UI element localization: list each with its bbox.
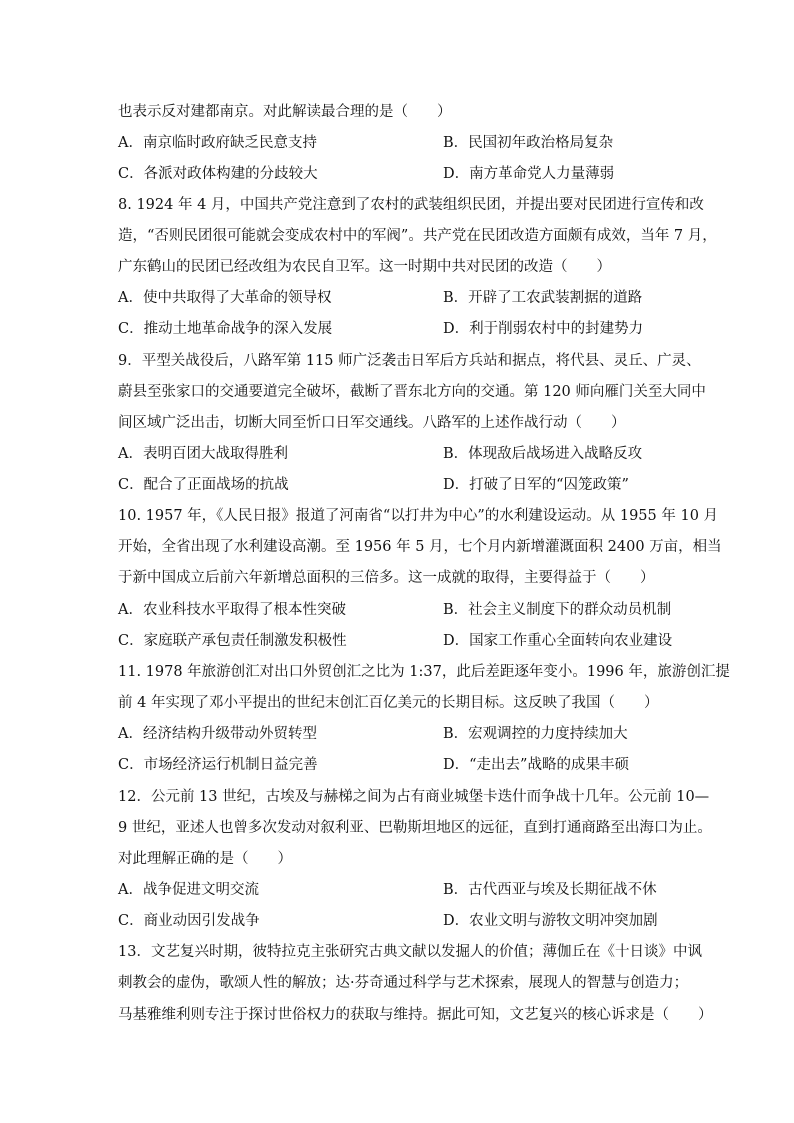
- q8-option-d: D．利于削弱农村中的封建势力: [443, 321, 644, 337]
- q11-option-c: C．市场经济运行机制日益完善: [118, 757, 318, 773]
- q10-option-a: A．农业科技水平取得了根本性突破: [118, 602, 346, 618]
- q10-option-d: D．国家工作重心全面转向农业建设: [443, 633, 673, 649]
- q8-stem-line: 造，“否则民团很可能就会变成农村中的军阀”。共产党在民团改造方面颇有成效，当年 7 月，: [118, 228, 717, 244]
- q11-option-d: D．“走出去”战略的成果丰硕: [443, 757, 629, 773]
- q10-option-c: C．家庭联产承包责任制激发积极性: [118, 633, 347, 649]
- q8-option-a: A．使中共取得了大革命的领导权: [118, 290, 332, 306]
- q10-option-b: B．社会主义制度下的群众动员机制: [443, 602, 672, 618]
- q8-option-c: C．推动土地革命战争的深入发展: [118, 321, 333, 337]
- q10-stem-line: 于新中国成立后前六年新增总面积的三倍多。这一成就的取得，主要得益于（ ）: [118, 570, 655, 586]
- q9-option-a: A．表明百团大战取得胜利: [118, 446, 288, 462]
- q13-stem-line: 13．文艺复兴时期，彼特拉克主张研究古典文献以发掘人的价值；薄伽丘在《十日谈》中讽: [118, 944, 702, 960]
- q11-option-a: A．经济结构升级带动外贸转型: [118, 726, 317, 742]
- q7-stem-tail: 也表示反对建都南京。对此解读最合理的是（ ）: [118, 104, 452, 120]
- q7-option-d: D．南方革命党人力量薄弱: [443, 166, 615, 182]
- q7-option-c: C．各派对政体构建的分歧较大: [118, 166, 318, 182]
- q11-stem-line: 11. 1978 年旅游创汇对出口外贸创汇之比为 1:37，此后差距逐年变小。1996 年，旅游创汇提: [118, 664, 730, 680]
- q12-option-b: B．古代西亚与埃及长期征战不休: [443, 882, 657, 898]
- q8-option-b: B．开辟了工农武装割据的道路: [443, 290, 643, 306]
- q7-option-a: A．南京临时政府缺乏民意支持: [118, 135, 317, 151]
- q12-option-c: C．商业动因引发战争: [118, 913, 260, 929]
- q11-stem-line: 前 4 年实现了邓小平提出的世纪末创汇百亿美元的长期目标。这反映了我国（ ）: [118, 695, 659, 711]
- q9-option-b: B．体现敌后战场进入战略反攻: [443, 446, 643, 462]
- q9-option-d: D．打破了日军的“囚笼政策”: [443, 477, 629, 493]
- q13-stem-line: 刺教会的虚伪，歌颂人性的解放；达·芬奇通过科学与艺术探索，展现人的智慧与创造力；: [118, 975, 689, 991]
- q8-stem-line: 8. 1924 年 4 月，中国共产党注意到了农村的武装组织民团，并提出要对民团进行宣传和改: [118, 197, 704, 213]
- q8-stem-line: 广东鹤山的民团已经改组为农民自卫军。这一时期中共对民团的改造（ ）: [118, 259, 611, 275]
- q9-stem-line: 间区域广泛出击，切断大同至忻口日军交通线。八路军的上述作战行动（ ）: [118, 415, 626, 431]
- q9-option-c: C．配合了正面战场的抗战: [118, 477, 289, 493]
- q9-stem-line: 9．平型关战役后，八路军第 115 师广泛袭击日军后方兵站和据点，将代县、灵丘、广灵、: [118, 353, 701, 369]
- q11-option-b: B．宏观调控的力度持续加大: [443, 726, 628, 742]
- q13-stem-line: 马基雅维利则专注于探讨世俗权力的获取与维持。据此可知，文艺复兴的核心诉求是（ ）: [118, 1007, 713, 1023]
- q9-stem-line: 蔚县至张家口的交通要道完全破坏，截断了晋东北方向的交通。第 120 师向雁门关至大同中: [118, 384, 706, 400]
- q7-option-b: B．民国初年政治格局复杂: [443, 135, 614, 151]
- q10-stem-line: 开始，全省出现了水利建设高潮。至 1956 年 5 月，七个月内新增灌溉面积 2400 万亩，相当: [118, 539, 722, 555]
- q12-stem-line: 12．公元前 13 世纪，古埃及与赫梯之间为占有商业城堡卡迭什而争战十几年。公元前 10—: [118, 789, 710, 805]
- q12-stem-line: 9 世纪，亚述人也曾多次发动对叙利亚、巴勒斯坦地区的远征，直到打通商路至出海口为止。: [118, 820, 712, 836]
- q12-option-d: D．农业文明与游牧文明冲突加剧: [443, 913, 658, 929]
- q10-stem-line: 10. 1957 年，《人民日报》报道了河南省“以打井为中心”的水利建设运动。从 1955 年 10 月: [118, 508, 719, 524]
- q12-option-a: A．战争促进文明交流: [118, 882, 259, 898]
- q12-stem-line: 对此理解正确的是（ ）: [118, 851, 292, 867]
